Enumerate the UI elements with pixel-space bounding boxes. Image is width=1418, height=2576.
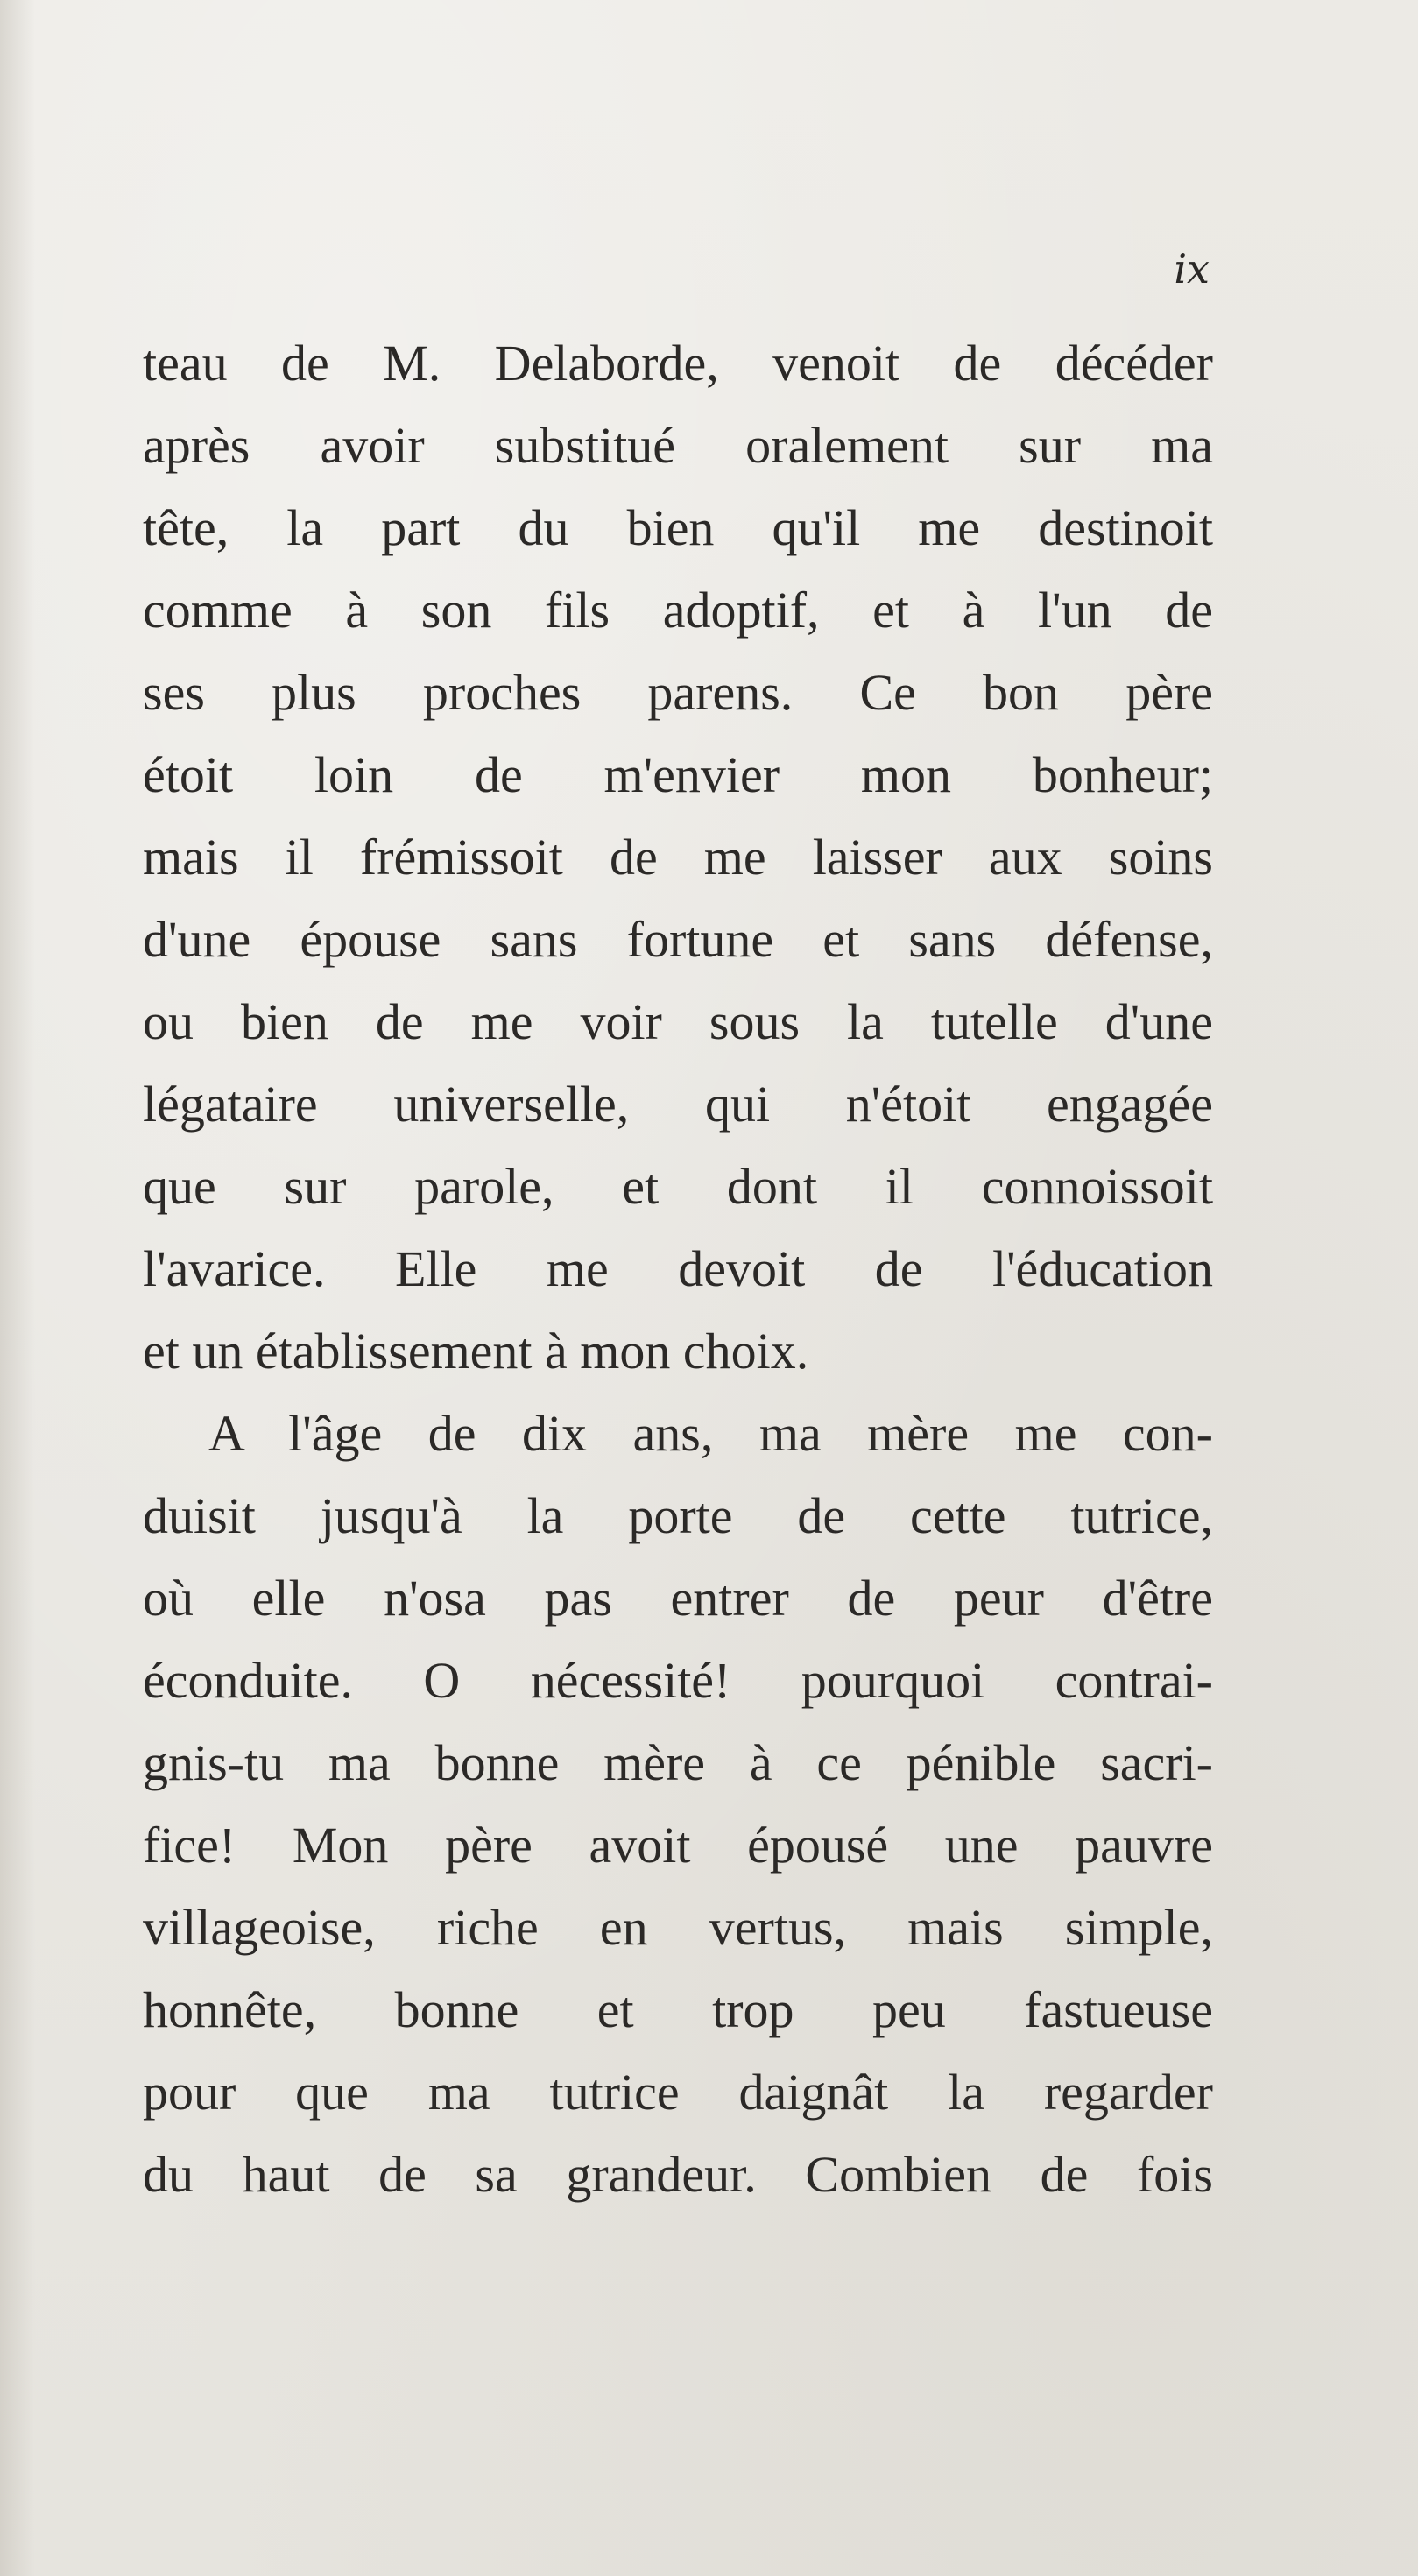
text-line: teau de M. Delaborde, venoit de décéder: [143, 335, 1213, 392]
text-line: ou bien de me voir sous la tutelle d'une: [143, 993, 1213, 1050]
text-line: honnête, bonne et trop peu fastueuse: [143, 1981, 1213, 2038]
text-line: duisit jusqu'à la porte de cette tutrice,: [143, 1487, 1213, 1544]
text-line: d'une épouse sans fortune et sans défense,: [143, 911, 1213, 968]
page-number: ix: [1174, 245, 1210, 293]
text-line: comme à son fils adoptif, et à l'un de: [143, 582, 1213, 639]
text-line: ses plus proches parens. Ce bon père: [143, 664, 1213, 721]
text-line: étoit loin de m'envier mon bonheur;: [143, 746, 1213, 803]
text-line: où elle n'osa pas entrer de peur d'être: [143, 1570, 1213, 1627]
page-edge-shadow: [0, 0, 35, 2576]
text-line: villageoise, riche en vertus, mais simple,: [143, 1899, 1213, 1956]
text-line: après avoir substitué oralement sur ma: [143, 417, 1213, 474]
paragraph-start-line: A l'âge de dix ans, ma mère me con-: [208, 1405, 1213, 1462]
text-line: l'avarice. Elle me devoit de l'éducation: [143, 1240, 1213, 1297]
text-line: que sur parole, et dont il connoissoit: [143, 1158, 1213, 1215]
text-line: gnis-tu ma bonne mère à ce pénible sacri-: [143, 1734, 1213, 1791]
text-line: fice! Mon père avoit épousé une pauvre: [143, 1817, 1213, 1874]
text-line: mais il frémissoit de me laisser aux soins: [143, 829, 1213, 886]
paragraph-end-line: et un établissement à mon choix.: [143, 1323, 809, 1380]
text-line: légataire universelle, qui n'étoit engagée: [143, 1076, 1213, 1133]
text-line: du haut de sa grandeur. Combien de fois: [143, 2146, 1213, 2203]
text-line: pour que ma tutrice daignât la regarder: [143, 2064, 1213, 2121]
text-line: tête, la part du bien qu'il me destinoit: [143, 499, 1213, 556]
body-text: [143, 322, 1213, 2216]
text-line: éconduite. O nécessité! pourquoi contrai-: [143, 1652, 1213, 1709]
